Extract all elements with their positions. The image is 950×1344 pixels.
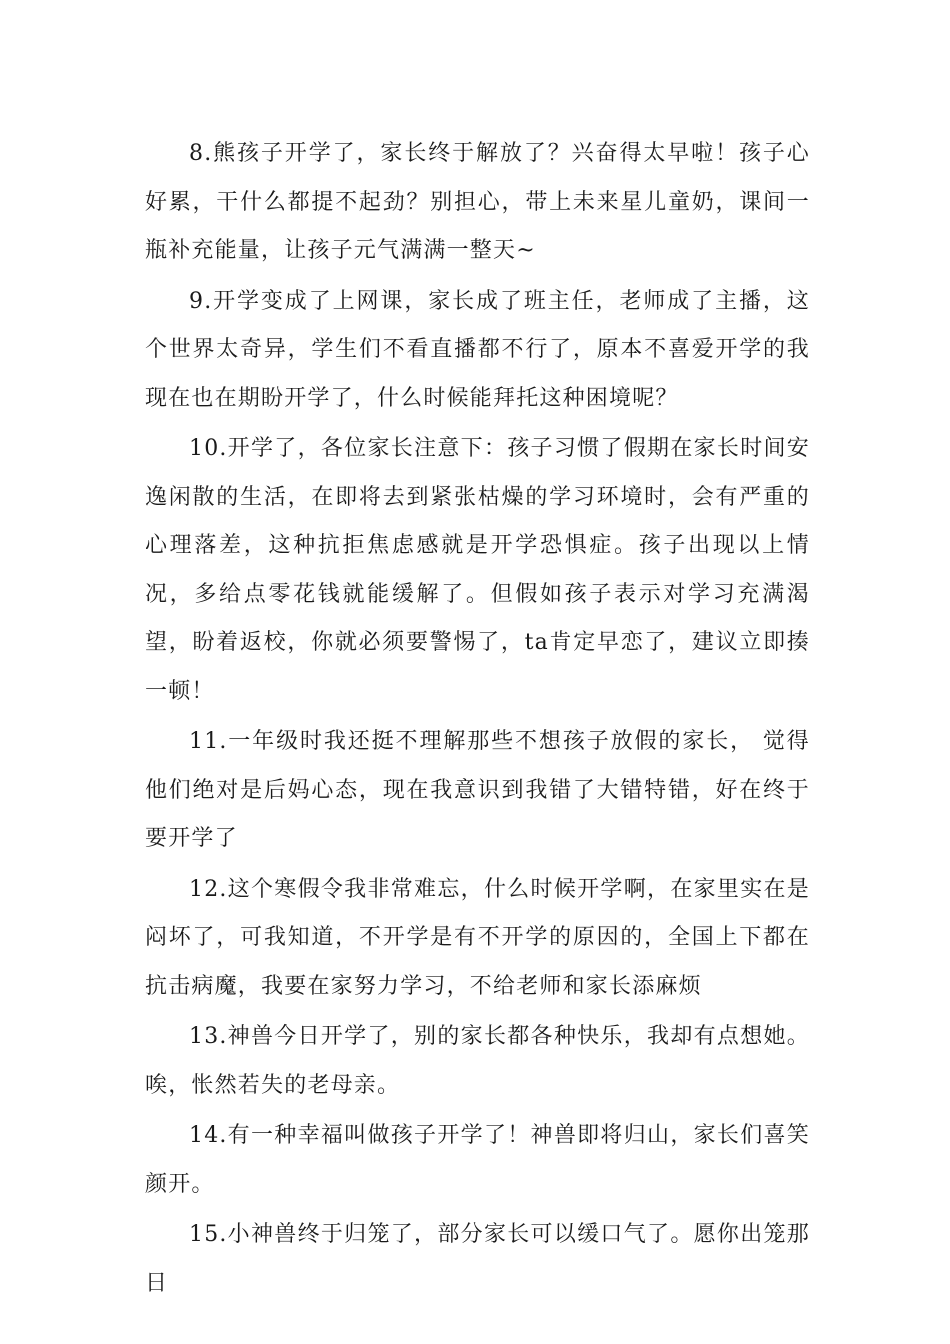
paragraph-14: 14.有一种幸福叫做孩子开学了！神兽即将归山，家长们喜笑颜开。: [145, 1123, 810, 1197]
paragraph-11: 11.一年级时我还挺不理解那些不想孩子放假的家长， 觉得他们绝对是后妈心态，现在我意识到我错了大错特错，好在终于要开学了: [145, 729, 810, 851]
paragraph-13: 13.神兽今日开学了，别的家长都各种快乐，我却有点想她。唉，怅然若失的老母亲。: [145, 1024, 810, 1098]
paragraph-12: 12.这个寒假令我非常难忘，什么时候开学啊，在家里实在是闷坏了，可我知道，不开学是有不开学的原因的，全国上下都在抗击病魔，我要在家努力学习，不给老师和家长添麻烦: [145, 876, 810, 999]
paragraph-9: 9.开学变成了上网课，家长成了班主任，老师成了主播，这个世界太奇异，学生们不看直播都不行了，原本不喜爱开学的我现在也在期盼开学了，什么时候能拜托这种困境呢？: [145, 288, 810, 411]
paragraph-8: 8.熊孩子开学了，家长终于解放了？兴奋得太早啦！孩子心好累，干什么都提不起劲？别担心，带上未来星儿童奶，课间一瓶补充能量，让孩子元气满满一整天~: [145, 141, 810, 263]
document-body: [145, 130, 810, 1310]
paragraph-15: 15.小神兽终于归笼了，部分家长可以缓口气了。愿你出笼那日: [145, 1222, 810, 1296]
paragraph-10: 10.开学了，各位家长注意下：孩子习惯了假期在家长时间安逸闲散的生活，在即将去到紧张枯燥的学习环境时，会有严重的心理落差，这种抗拒焦虑感就是开学恐惧症。孩子出现以上情况，多给点零花钱就能缓解了。但假如孩子表示对学习充满渴望，盼着返校，你就必须要警惕了，ta肯定早恋了，建议立即揍一顿！: [145, 436, 810, 704]
